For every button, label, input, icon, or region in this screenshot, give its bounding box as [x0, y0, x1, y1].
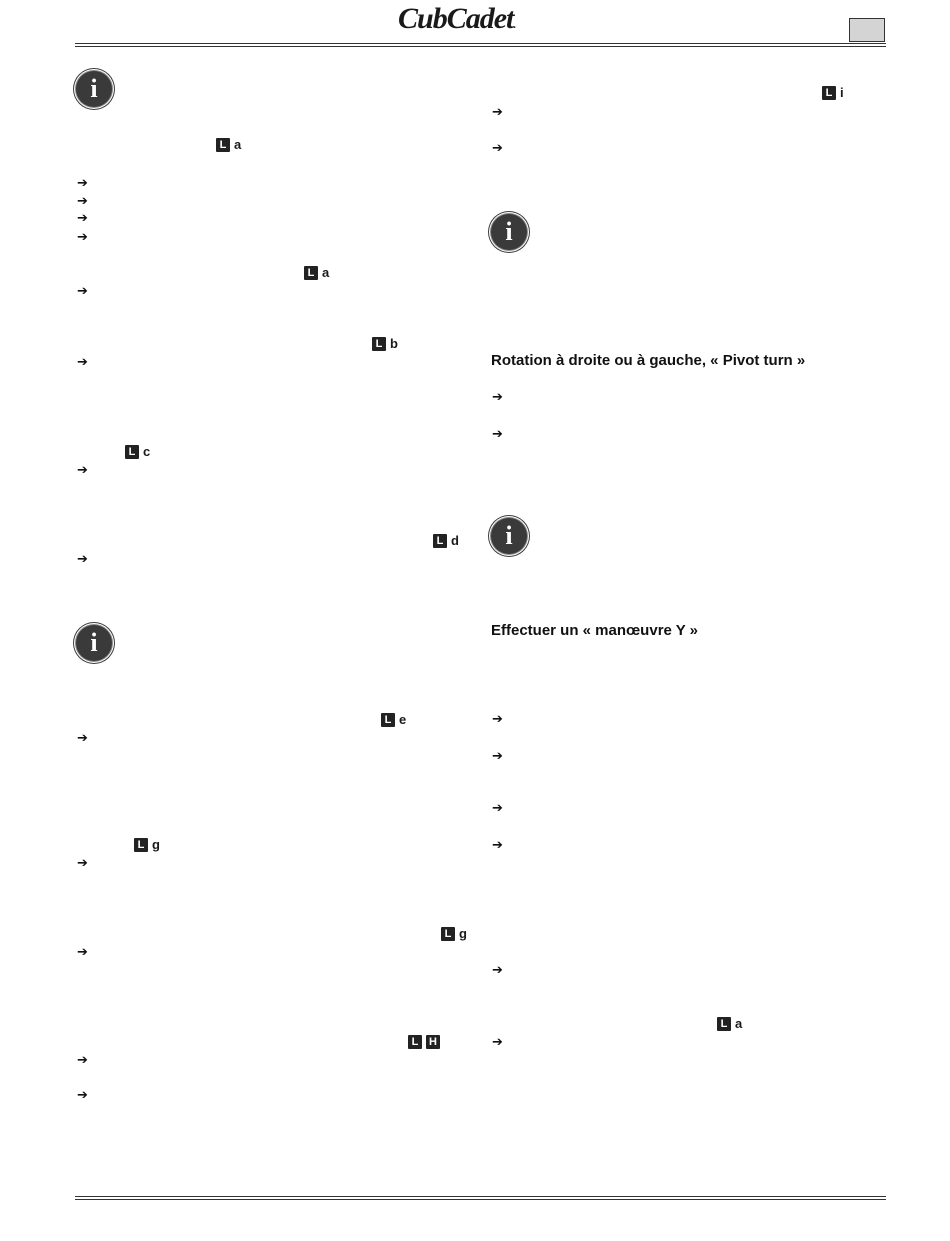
- footer-rule-top: [75, 1196, 886, 1197]
- header-rule-bottom: [75, 46, 886, 47]
- info-icon: i: [76, 71, 112, 107]
- bullet-arrow: ➔: [492, 426, 503, 441]
- figure-ref: L c: [125, 445, 150, 459]
- bullet-arrow: ➔: [77, 175, 88, 190]
- figure-ref: L a: [304, 266, 329, 280]
- section-heading-y-maneuver: Effectuer un « manœuvre Y »: [491, 622, 699, 639]
- bullet-arrow: ➔: [77, 944, 88, 959]
- bullet-arrow: ➔: [492, 800, 503, 815]
- bullet-arrow: ➔: [77, 462, 88, 477]
- bullet-arrow: ➔: [77, 283, 88, 298]
- figure-ref: L a: [717, 1017, 742, 1031]
- footer-rule-bottom: [75, 1199, 886, 1200]
- info-icon: i: [76, 625, 112, 661]
- figure-ref: L i: [822, 86, 844, 100]
- figure-ref: L e: [381, 713, 406, 727]
- figure-ref: L a: [216, 138, 241, 152]
- bullet-arrow: ➔: [492, 104, 503, 119]
- bullet-arrow: ➔: [77, 1052, 88, 1067]
- figure-ref: L g: [441, 927, 467, 941]
- header-rule-top: [75, 43, 886, 44]
- bullet-arrow: ➔: [492, 1034, 503, 1049]
- bullet-arrow: ➔: [77, 730, 88, 745]
- info-icon: i: [491, 518, 527, 554]
- bullet-arrow: ➔: [77, 210, 88, 225]
- bullet-arrow: ➔: [77, 193, 88, 208]
- bullet-arrow: ➔: [492, 389, 503, 404]
- bullet-arrow: ➔: [492, 140, 503, 155]
- bullet-arrow: ➔: [77, 1087, 88, 1102]
- section-heading-pivot-turn: Rotation à droite ou à gauche, « Pivot turn »: [491, 352, 806, 369]
- brand-logo: CubCadet.: [398, 2, 515, 35]
- bullet-arrow: ➔: [492, 837, 503, 852]
- bullet-arrow: ➔: [492, 711, 503, 726]
- bullet-arrow: ➔: [492, 748, 503, 763]
- figure-ref: L b: [372, 337, 398, 351]
- figure-ref: L d: [433, 534, 459, 548]
- bullet-arrow: ➔: [77, 855, 88, 870]
- page-number-box: [849, 18, 885, 42]
- figure-ref: L g: [134, 838, 160, 852]
- figure-ref: L H: [408, 1035, 440, 1049]
- bullet-arrow: ➔: [77, 354, 88, 369]
- bullet-arrow: ➔: [77, 229, 88, 244]
- bullet-arrow: ➔: [492, 962, 503, 977]
- info-icon: i: [491, 214, 527, 250]
- bullet-arrow: ➔: [77, 551, 88, 566]
